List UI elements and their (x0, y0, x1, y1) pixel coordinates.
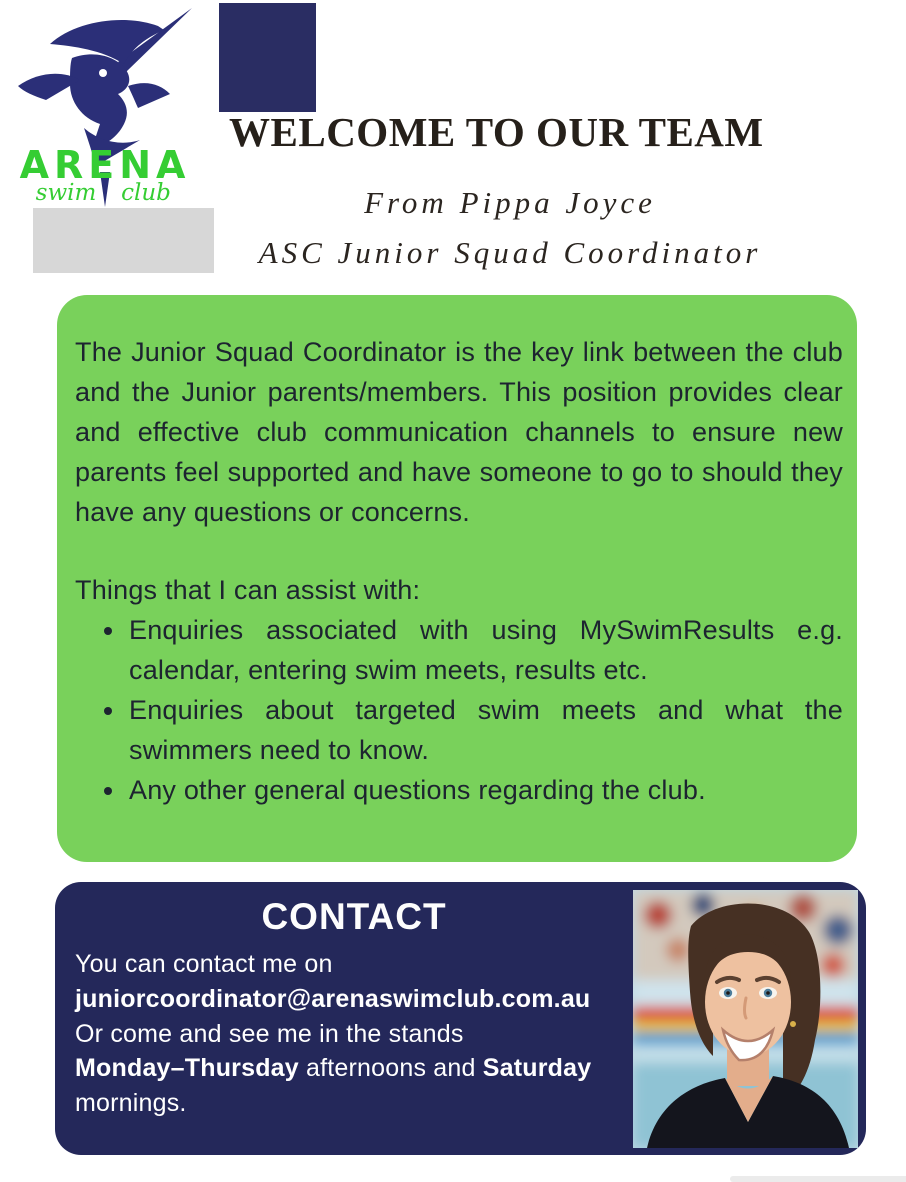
byline (205, 178, 815, 278)
byline-from: From Pippa Joyce (364, 185, 656, 220)
navy-accent-square (219, 3, 316, 112)
contact-line-mornings: mornings. (75, 1089, 187, 1118)
contact-text-block (75, 896, 633, 1121)
list-item: • Enquiries associated with using MySwimResults e.g. calendar, entering swim meets, results etc. (127, 610, 843, 690)
bottom-scroll-bar (730, 1176, 906, 1182)
assist-heading: Things that I can assist with: (75, 575, 421, 605)
contact-email: juniorcoordinator@arenaswimclub.com.au (75, 984, 591, 1013)
assist-list (75, 610, 843, 810)
contact-heading: CONTACT (261, 896, 447, 937)
list-item: • Enquiries about targeted swim meets and what the swimmers need to know. (127, 690, 843, 770)
contact-day-saturday: Saturday (482, 1054, 592, 1083)
contact-line-intro: You can contact me on (75, 950, 333, 978)
byline-role: ASC Junior Squad Coordinator (258, 235, 762, 270)
coordinator-photo (633, 890, 858, 1148)
intro-card (57, 295, 857, 862)
contact-line-stands: Or come and see me in the stands (75, 1019, 464, 1048)
contact-days-range: Monday–Thursday (75, 1054, 299, 1083)
contact-line-days (75, 1051, 633, 1086)
contact-days-mid: afternoons and (298, 1054, 483, 1083)
list-item: • Any other general questions regarding the club. (127, 770, 843, 810)
gray-placeholder-block (33, 208, 214, 273)
logo-arena-text: ARENA (19, 143, 191, 187)
logo-club-text: club (121, 180, 171, 206)
contact-card (55, 882, 866, 1155)
logo-swim-text: swim (35, 180, 97, 206)
page-title: WELCOME TO OUR TEAM (229, 109, 764, 155)
arena-swim-club-logo (6, 0, 204, 208)
intro-paragraph: The Junior Squad Coordinator is the key link between the club and the Junior parents/members. This position provides clear and effective club communication channels to ensure new parents feel supported and have someone to go to should they have any questions or concerns. (75, 337, 843, 527)
